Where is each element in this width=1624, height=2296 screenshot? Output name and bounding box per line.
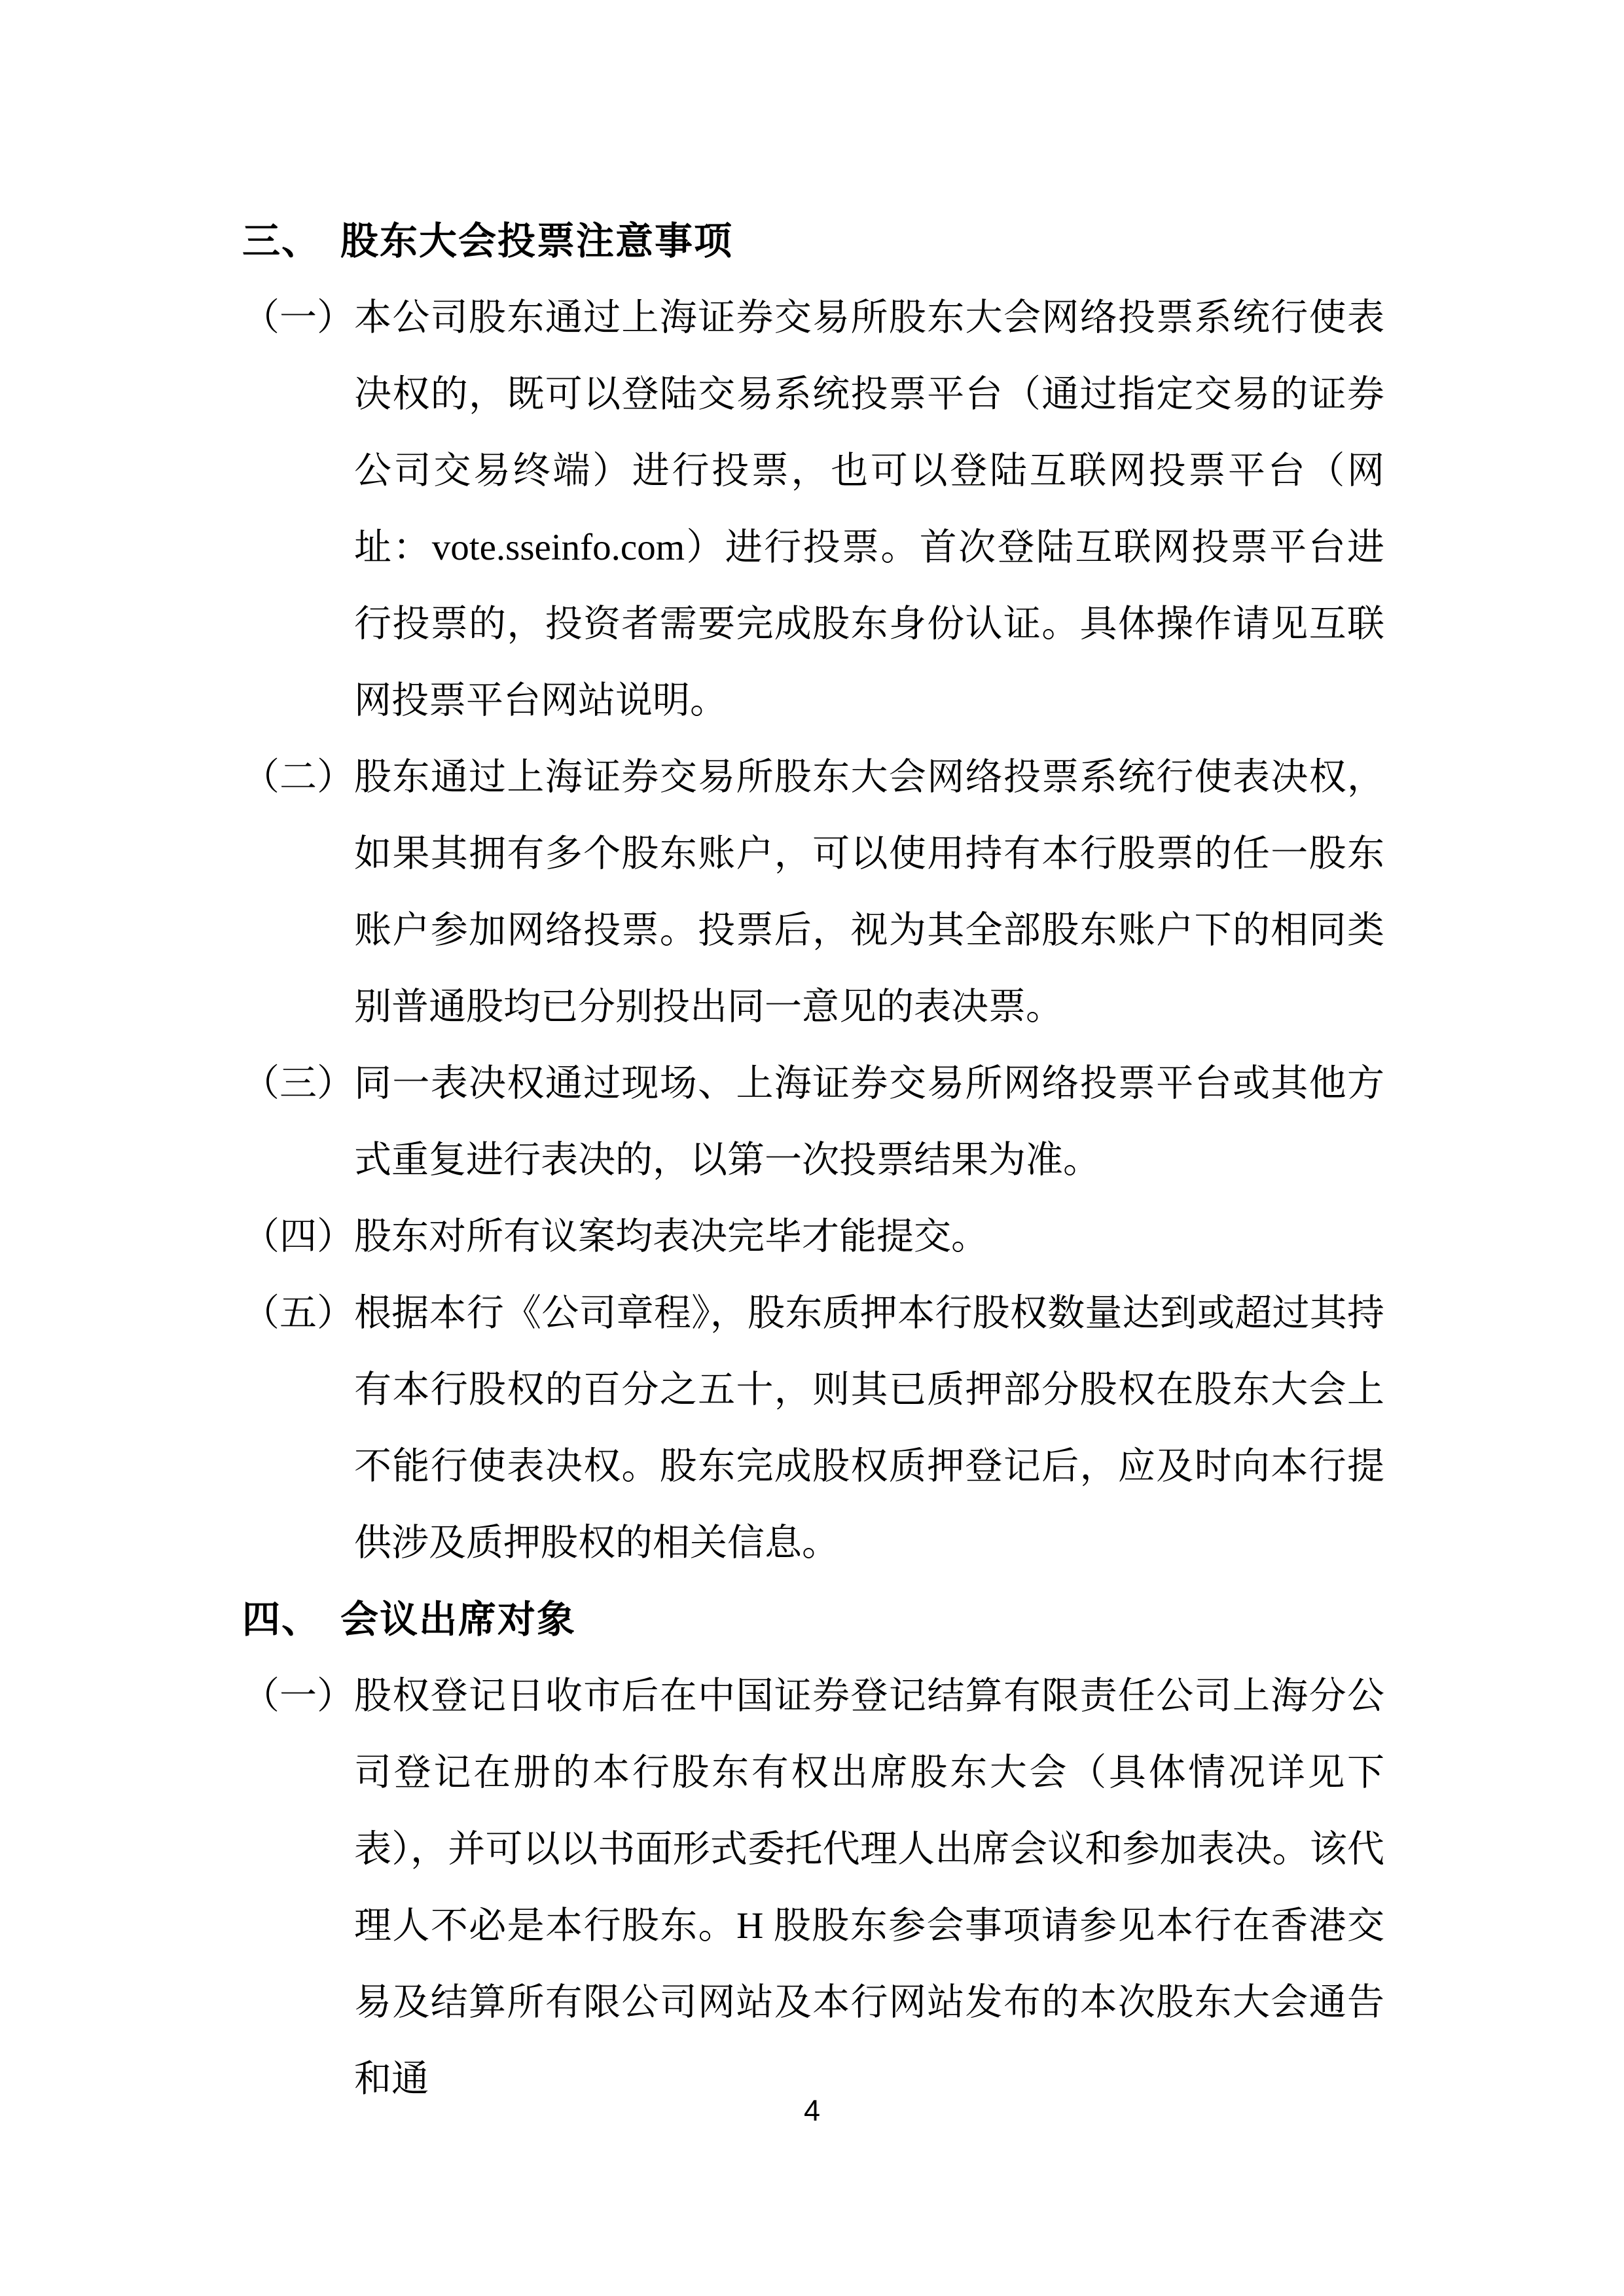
document-body (242, 203, 1384, 2117)
list-item (242, 1275, 1384, 1581)
item-label: （四） (242, 1216, 354, 1257)
list-item (242, 1198, 1384, 1275)
section-heading (242, 203, 1384, 279)
page-number: 4 (803, 2094, 821, 2127)
section-heading (242, 1581, 1384, 1658)
section-title: 股东大会投票注意事项 (340, 220, 734, 262)
list-item (242, 279, 1384, 739)
list-item (242, 739, 1384, 1045)
item-label: （三） (242, 1063, 354, 1104)
item-text: 本公司股东通过上海证券交易所股东大会网络投票系统行使表决权的，既可以登陆交易系统投票平台（通过指定交易的证券公司交易终端）进行投票，也可以登陆互联网投票平台（网址：vote.sseinfo.com）进行投票。首次登陆互联网投票平台进行投票的，投资者需要完成股东身份认证。具体操作请见互联网投票平台网站说明。 (354, 297, 1384, 721)
item-text: 同一表决权通过现场、上海证券交易所网络投票平台或其他方式重复进行表决的，以第一次投票结果为准。 (354, 1063, 1384, 1181)
item-label: （一） (242, 297, 354, 338)
item-label: （五） (242, 1293, 354, 1334)
section-title: 会议出席对象 (340, 1598, 577, 1641)
item-text: 根据本行《公司章程》，股东质押本行股权数量达到或超过其持有本行股权的百分之五十，则其已质押部分股权在股东大会上不能行使表决权。股东完成股权质押登记后，应及时向本行提供涉及质押股权的相关信息。 (354, 1293, 1384, 1564)
section-number: 四、 (242, 1598, 321, 1641)
list-item (242, 1045, 1384, 1198)
item-label: （二） (242, 757, 354, 798)
list-item (242, 1658, 1384, 2117)
item-label: （一） (242, 1676, 354, 1717)
section-number: 三、 (242, 220, 321, 262)
item-text: 股东对所有议案均表决完毕才能提交。 (354, 1216, 988, 1257)
item-text: 股东通过上海证券交易所股东大会网络投票系统行使表决权，如果其拥有多个股东账户，可以使用持有本行股票的任一股东账户参加网络投票。投票后，视为其全部股东账户下的相同类别普通股均已分别投出同一意见的表决票。 (354, 757, 1384, 1028)
item-text: 股权登记日收市后在中国证券登记结算有限责任公司上海分公司登记在册的本行股东有权出席股东大会（具体情况详见下表），并可以以书面形式委托代理人出席会议和参加表决。该代理人不必是本行股东。H 股股东参会事项请参见本行在香港交易及结算所有限公司网站及本行网站发布的本次股东大会通告和通 (354, 1676, 1384, 2100)
